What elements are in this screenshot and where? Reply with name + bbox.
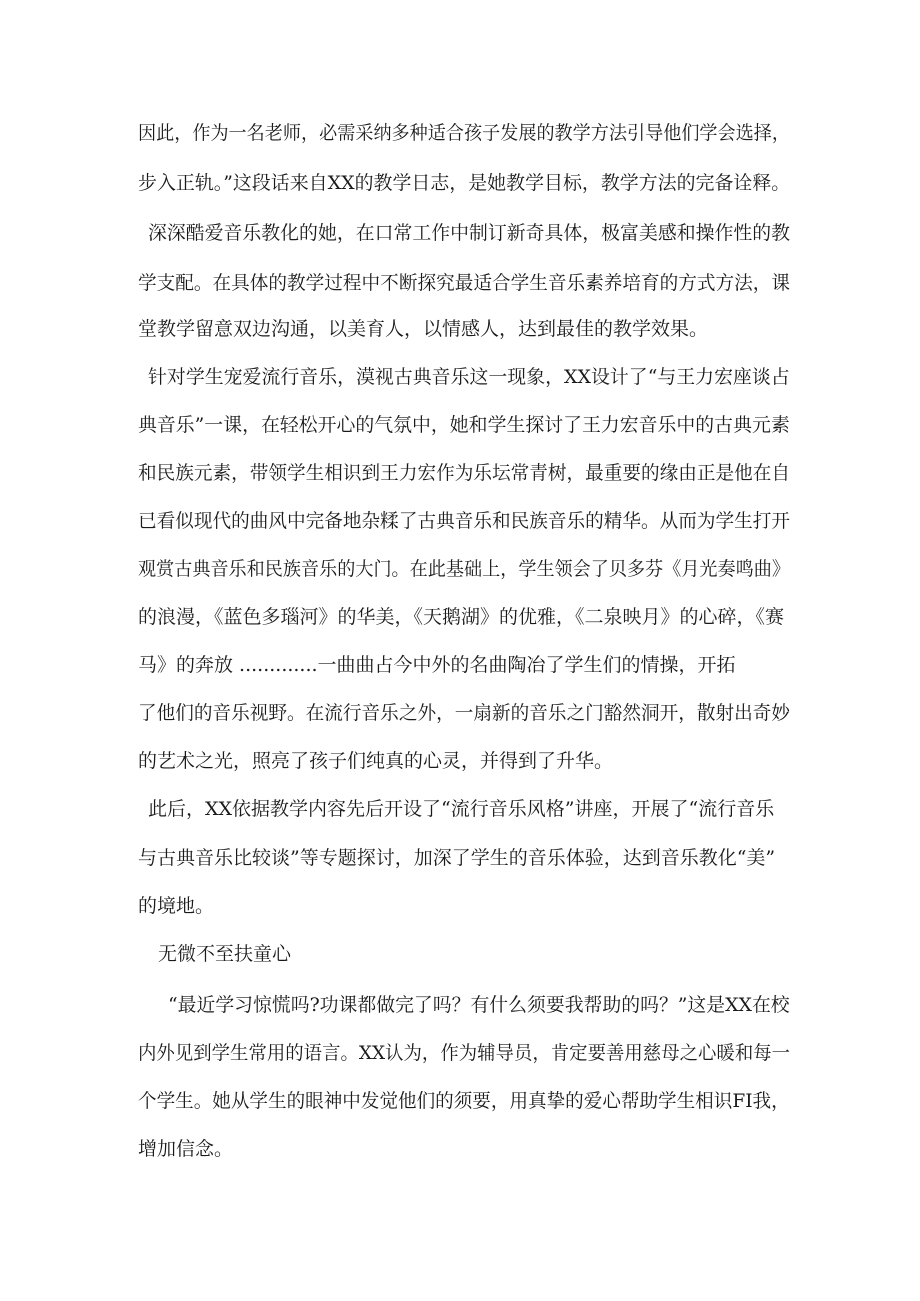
paragraph-2-line-1: 深深酷爱音乐教化的她，在口常工作中制订新奇具体，极富美感和操作性的教 bbox=[148, 222, 791, 244]
paragraph-6-line-1: “最近学习惊慌吗?功课都做完了吗？有什么须要我帮助的吗？”这是XX在校 bbox=[168, 994, 790, 1016]
section-heading: 无微不至扶童心 bbox=[158, 943, 292, 965]
paragraph-4-line-2: 与古典音乐比较谈”等专题探讨，加深了学生的音乐体验，达到音乐教化“美” bbox=[138, 847, 776, 869]
paragraph-2-line-2: 学支配。在具体的教学过程中不断探究最适合学生音乐素养培育的方式方法，课 bbox=[138, 272, 791, 294]
paragraph-4-line-3: 的境地。 bbox=[138, 895, 215, 917]
paragraph-3-line-6: 的浪漫，《蓝色多瑙河》的华美，《天鹅湖》的优雅，《二泉映月》的心碎，《赛 bbox=[138, 606, 785, 628]
paragraph-3-line-7: 马》的奔放 .............一曲曲占今中外的名曲陶冶了学生们的情操，开拓 bbox=[138, 654, 736, 676]
paragraph-6-line-2: 内外见到学生常用的语言。XX认为，作为辅导员，肯定要善用慈母之心暖和每一 bbox=[138, 1042, 791, 1064]
paragraph-3-line-4: 已看似现代的曲风中完备地杂糅了古典音乐和民族音乐的精华。从而为学生打开 bbox=[138, 510, 791, 532]
paragraph-1-line-1: 因此，作为一名老师，必需采纳多种适合孩子发展的教学方法引导他们学会选择， bbox=[138, 122, 791, 144]
paragraph-6-line-4: 增加信念。 bbox=[138, 1138, 234, 1160]
paragraph-2-line-3: 堂教学留意双边沟通，以美育人，以情感人，达到最佳的教学效果。 bbox=[138, 318, 709, 340]
paragraph-4-line-1: 此后，XX依据教学内容先后开设了“流行音乐风格”讲座，开展了“流行音乐 bbox=[148, 798, 775, 820]
paragraph-6-line-3: 个学生。她从学生的眼神中发觉他们的须要，用真挚的爱心帮助学生相识FI我， bbox=[138, 1090, 790, 1112]
paragraph-3-line-8: 了他们的音乐视野。在流行音乐之外，一扇新的音乐之门豁然洞开，散射出奇妙 bbox=[138, 702, 791, 724]
paragraph-1-line-2: 步入正轨。”这段话来自XX的教学日志，是她教学目标，教学方法的完备诠释。 bbox=[138, 172, 791, 194]
paragraph-3-line-3: 和民族元素，带领学生相识到王力宏作为乐坛常青树，最重要的缘由正是他在自 bbox=[138, 462, 791, 484]
paragraph-3-line-5: 观赏古典音乐和民族音乐的大门。在此基础上，学生领会了贝多芬《月光奏鸣曲》 bbox=[138, 558, 791, 580]
paragraph-3-line-9: 的艺术之光，照亮了孩子们纯真的心灵，并得到了升华。 bbox=[138, 750, 614, 772]
paragraph-3-line-1: 针对学生宠爱流行音乐，漠视古典音乐这一现象，XX设计了“与王力宏座谈占 bbox=[148, 366, 790, 388]
paragraph-3-line-2: 典音乐”一课，在轻松开心的气氛中，她和学生探讨了王力宏音乐中的古典元素 bbox=[138, 414, 790, 436]
